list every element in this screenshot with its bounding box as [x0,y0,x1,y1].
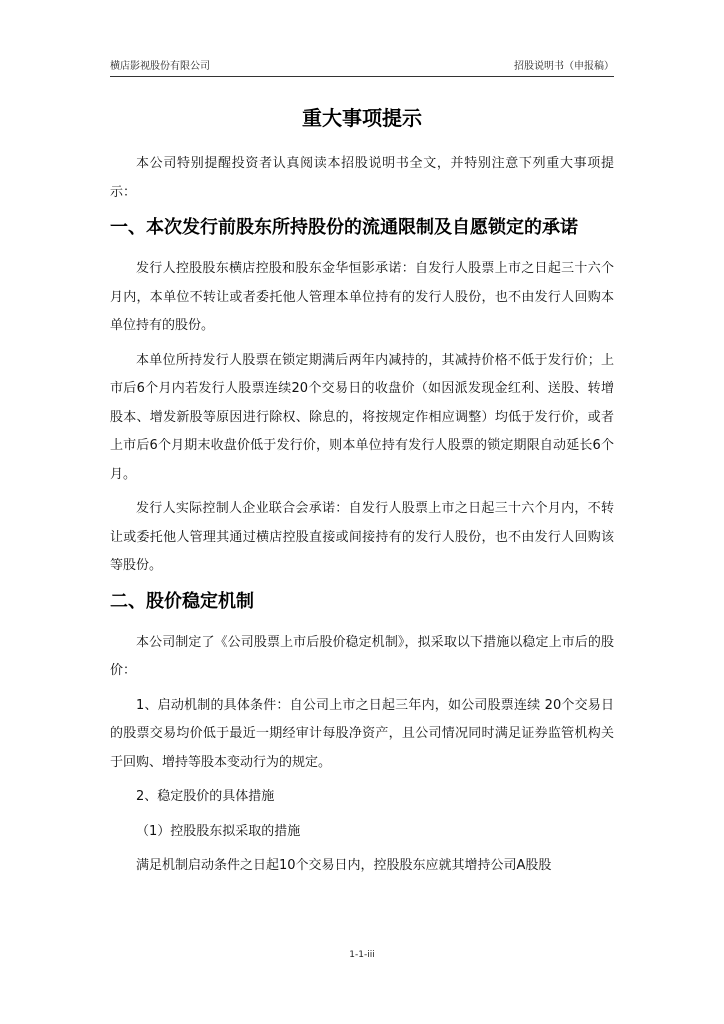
intro-paragraph: 本公司特别提醒投资者认真阅读本招股说明书全文，并特别注意下列重大事项提示： [110,156,614,200]
section-2-paragraph: 2、稳定股价的具体措施 [136,789,275,804]
header-document-type: 招股说明书（申报稿） [514,61,614,72]
section-2-paragraph: 满足机制启动条件之日起10个交易日内，控股股东应就其增持公司A股股 [136,858,552,873]
page-header [110,60,614,74]
section-2-paragraph: （1）控股股东拟采取的措施 [136,823,301,839]
section-1-heading: 一、本次发行前股东所持股份的流通限制及自愿锁定的承诺 [110,217,578,238]
header-company-name: 横店影视股份有限公司 [110,61,210,72]
section-2-heading: 二、股价稳定机制 [110,590,254,612]
section-2-paragraph: 本公司制定了《公司股票上市后股价稳定机制》，拟采取以下措施以稳定上市后的股价： [110,634,614,678]
section-1-paragraph: 发行人控股股东横店控股和股东金华恒影承诺：自发行人股票上市之日起三十六个月内，本单位不转让或者委托他人管理本单位持有的发行人股份，也不由发行人回购本单位持有的股份。 [110,261,614,333]
header-divider [110,76,614,77]
section-1-paragraph: 本单位所持发行人股票在锁定期满后两年内减持的，其减持价格不低于发行价；上市后6个月内若发行人股票连续20个交易日的收盘价（如因派发现金红利、送股、转增股本、增发新股等原因进行除权、除息的，将按规定作相应调整）均低于发行价，或者上市后6个月期末收盘价低于发行价，则本单位持有发行人股票的锁定期限自动延长6个月。 [110,352,614,482]
document-body [110,150,614,887]
section-2-paragraph: 1、启动机制的具体条件：自公司上市之日起三年内，如公司股票连续 20个交易日的股票交易均价低于最近一期经审计每股净资产，且公司情况同时满足证券监管机构关于回购、增持等股本变动行为的规定。 [110,697,614,770]
section-1-paragraph: 发行人实际控制人企业联合会承诺：自发行人股票上市之日起三十六个月内，不转让或委托他人管理其通过横店控股直接或间接持有的发行人股份，也不由发行人回购该等股份。 [110,501,614,573]
page-title: 重大事项提示 [302,106,422,130]
page-number: 1-1-iii [349,950,375,960]
